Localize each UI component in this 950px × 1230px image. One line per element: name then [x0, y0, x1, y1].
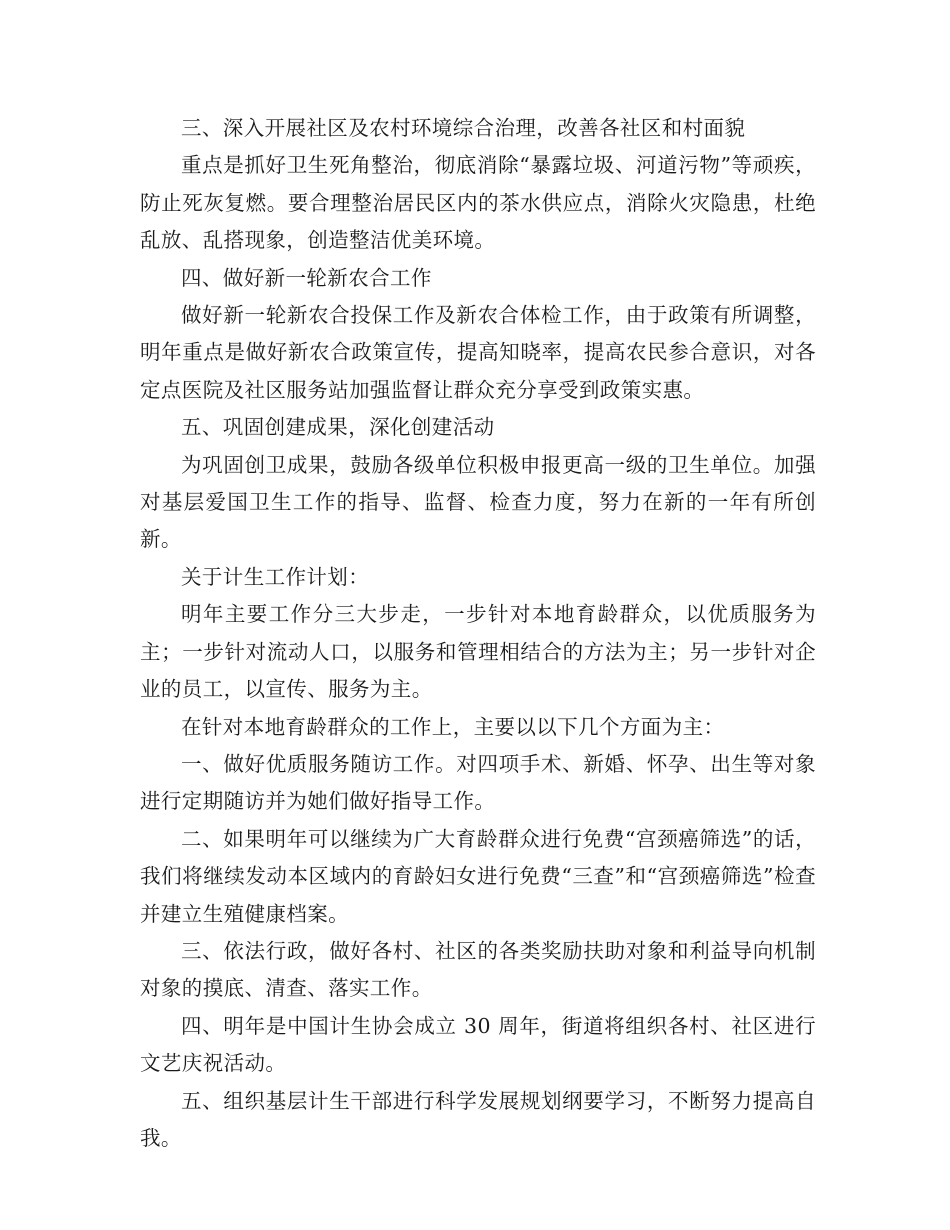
- document-body: [140, 110, 816, 1157]
- section-heading-cooperative-medical: 四、做好新一轮新农合工作: [181, 265, 432, 290]
- list-item-anniversary: 四、明年是中国计生协会成立 30 周年，街道将组织各村、社区进行文艺庆祝活动。: [140, 1013, 816, 1076]
- list-item-screening: 二、如果明年可以继续为广大育龄群众进行免费“宫颈癌筛选”的话，我们将继续发动本区域内的育龄妇女进行免费“三查”和“宫颈癌筛选”检查并建立生殖健康档案。: [140, 826, 816, 926]
- paragraph-cooperative-medical: 做好新一轮新农合投保工作及新农合体检工作，由于政策有所调整，明年重点是做好新农合政策宣传，提高知晓率，提高农民参合意识，对各定点医院及社区服务站加强监督让群众充分享受到政策实惠。: [140, 303, 816, 402]
- section-heading-family-planning: 关于计生工作计划：: [181, 564, 370, 589]
- paragraph-consolidate: 为巩固创卫成果，鼓励各级单位积极申报更高一级的卫生单位。加强对基层爱国卫生工作的指导、监督、检查力度，努力在新的一年有所创新。: [140, 452, 816, 552]
- list-item-administration: 三、依法行政，做好各村、社区的各类奖励扶助对象和利益导向机制对象的摸底、清查、落实工作。: [140, 938, 816, 1001]
- list-item-study: 五、组织基层计生干部进行科学发展规划纲要学习，不断努力提高自我。: [140, 1088, 816, 1150]
- paragraph-three-steps: 明年主要工作分三大步走，一步针对本地育龄群众，以优质服务为主；一步针对流动人口，以服务和管理相结合的方法为主；另一步针对企业的员工，以宣传、服务为主。: [140, 602, 816, 702]
- list-item-follow-up: 一、做好优质服务随访工作。对四项手术、新婚、怀孕、出生等对象进行定期随访并为她们做好指导工作。: [140, 751, 816, 814]
- paragraph-environment: 重点是抓好卫生死角整治，彻底消除“暴露垃圾、河道污物”等顽疾，防止死灰复燃。要合理整治居民区内的茶水供应点，消除火灾隐患，杜绝乱放、乱搭现象，创造整洁优美环境。: [140, 153, 816, 253]
- section-heading-environment: 三、深入开展社区及农村环境综合治理，改善各社区和村面貌: [181, 116, 746, 140]
- section-heading-consolidate: 五、巩固创建成果，深化创建活动: [181, 415, 495, 440]
- paragraph-local-intro: 在针对本地育龄群众的工作上，主要以以下几个方面为主：: [181, 714, 725, 739]
